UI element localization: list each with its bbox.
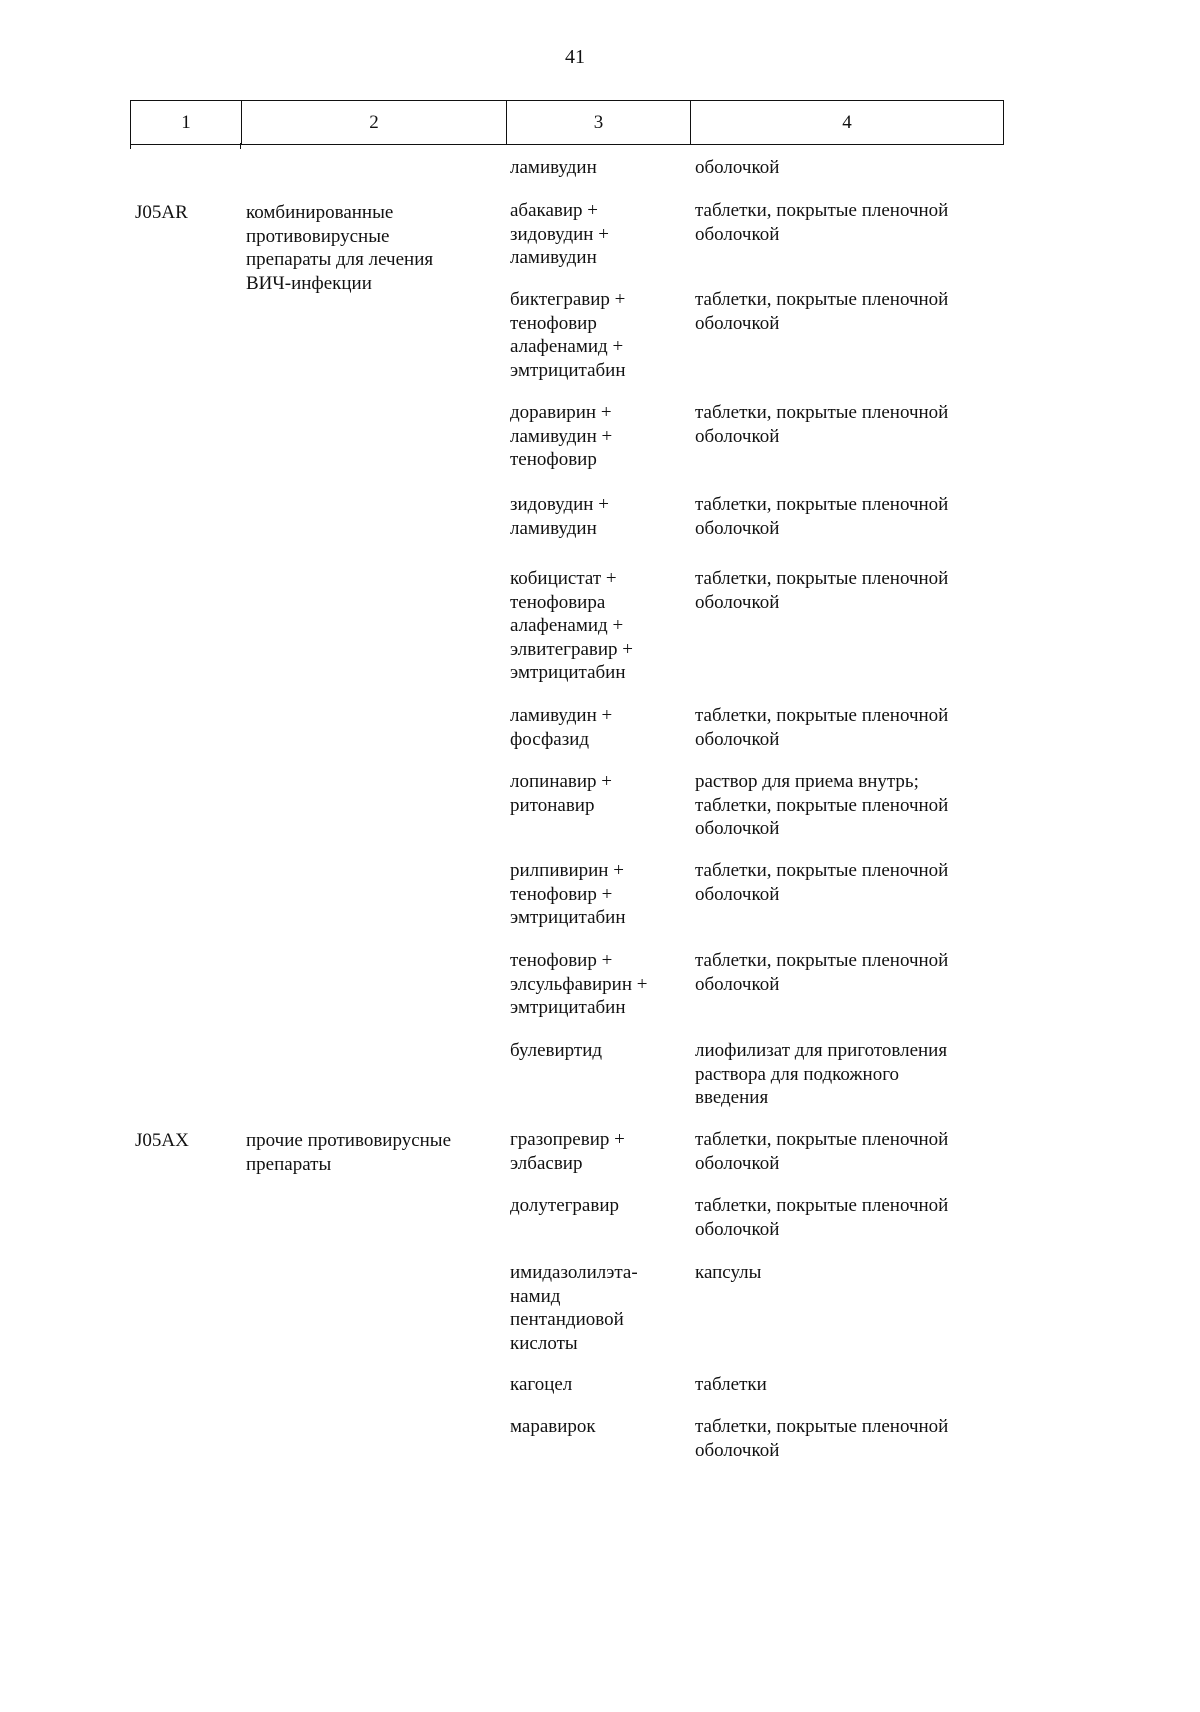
dosage-form: таблетки, покрытые пленочной оболочкой: [695, 705, 949, 750]
drug-name: долутегравир: [510, 1195, 619, 1216]
drug-name: зидовудин + ламивудин: [510, 494, 609, 539]
dosage-form: таблетки, покрытые пленочной оболочкой: [695, 289, 949, 334]
table-divider: [240, 143, 241, 149]
dosage-form: таблетки, покрытые пленочной оболочкой: [695, 1129, 949, 1174]
column-number-1: 1: [181, 111, 191, 133]
drug-name: булевиртид: [510, 1040, 603, 1061]
column-number-3: 3: [506, 101, 690, 144]
group-name: прочие противовирусные препараты: [246, 1130, 452, 1175]
dosage-form: таблетки: [695, 1374, 767, 1395]
drug-name: лопинавир + ритонавир: [510, 771, 613, 816]
drug-name: ламивудин + фосфазид: [510, 705, 613, 750]
table-left-edge: [130, 143, 131, 149]
drug-name: биктегравир + тенофовир алафенамид + эмтрицитабин: [510, 289, 626, 381]
dosage-form: таблетки, покрытые пленочной оболочкой: [695, 1416, 949, 1461]
drug-name: тенофовир + элсульфавирин + эмтрицитабин: [510, 950, 648, 1018]
dosage-form: таблетки, покрытые пленочной оболочкой: [695, 860, 949, 905]
dosage-form: раствор для приема внутрь; таблетки, покрытые пленочной оболочкой: [695, 771, 949, 839]
group-name: комбинированные противовирусные препараты для лечения ВИЧ-инфекции: [246, 202, 434, 294]
carry-over-form: оболочкой: [695, 157, 780, 178]
table-column-header: [130, 100, 1004, 145]
drug-name: кагоцел: [510, 1374, 573, 1395]
column-number-2: 2: [241, 101, 506, 144]
drug-name: маравирок: [510, 1416, 596, 1437]
drug-name: гразопревир + элбасвир: [510, 1129, 625, 1174]
dosage-form: таблетки, покрытые пленочной оболочкой: [695, 402, 949, 447]
column-number-4: 4: [690, 101, 1003, 144]
dosage-form: капсулы: [695, 1262, 762, 1283]
atc-code: J05AR: [135, 202, 188, 223]
dosage-form: таблетки, покрытые пленочной оболочкой: [695, 1195, 949, 1240]
drug-name: абакавир + зидовудин + ламивудин: [510, 200, 609, 268]
page-number: 41: [565, 46, 585, 68]
drug-name: кобицистат + тенофовира алафенамид + элвитегравир + эмтрицитабин: [510, 568, 633, 683]
drug-name: доравирин + ламивудин + тенофовир: [510, 402, 613, 470]
atc-code: J05AX: [135, 1130, 189, 1151]
carry-over-drug: ламивудин: [510, 157, 597, 178]
drug-name: имидазолилэта- намид пентандиовой кислоты: [510, 1262, 638, 1354]
drug-name: рилпивирин + тенофовир + эмтрицитабин: [510, 860, 626, 928]
dosage-form: таблетки, покрытые пленочной оболочкой: [695, 200, 949, 245]
dosage-form: таблетки, покрытые пленочной оболочкой: [695, 568, 949, 613]
dosage-form: лиофилизат для приготовления раствора для подкожного введения: [695, 1040, 948, 1108]
dosage-form: таблетки, покрытые пленочной оболочкой: [695, 950, 949, 995]
dosage-form: таблетки, покрытые пленочной оболочкой: [695, 494, 949, 539]
